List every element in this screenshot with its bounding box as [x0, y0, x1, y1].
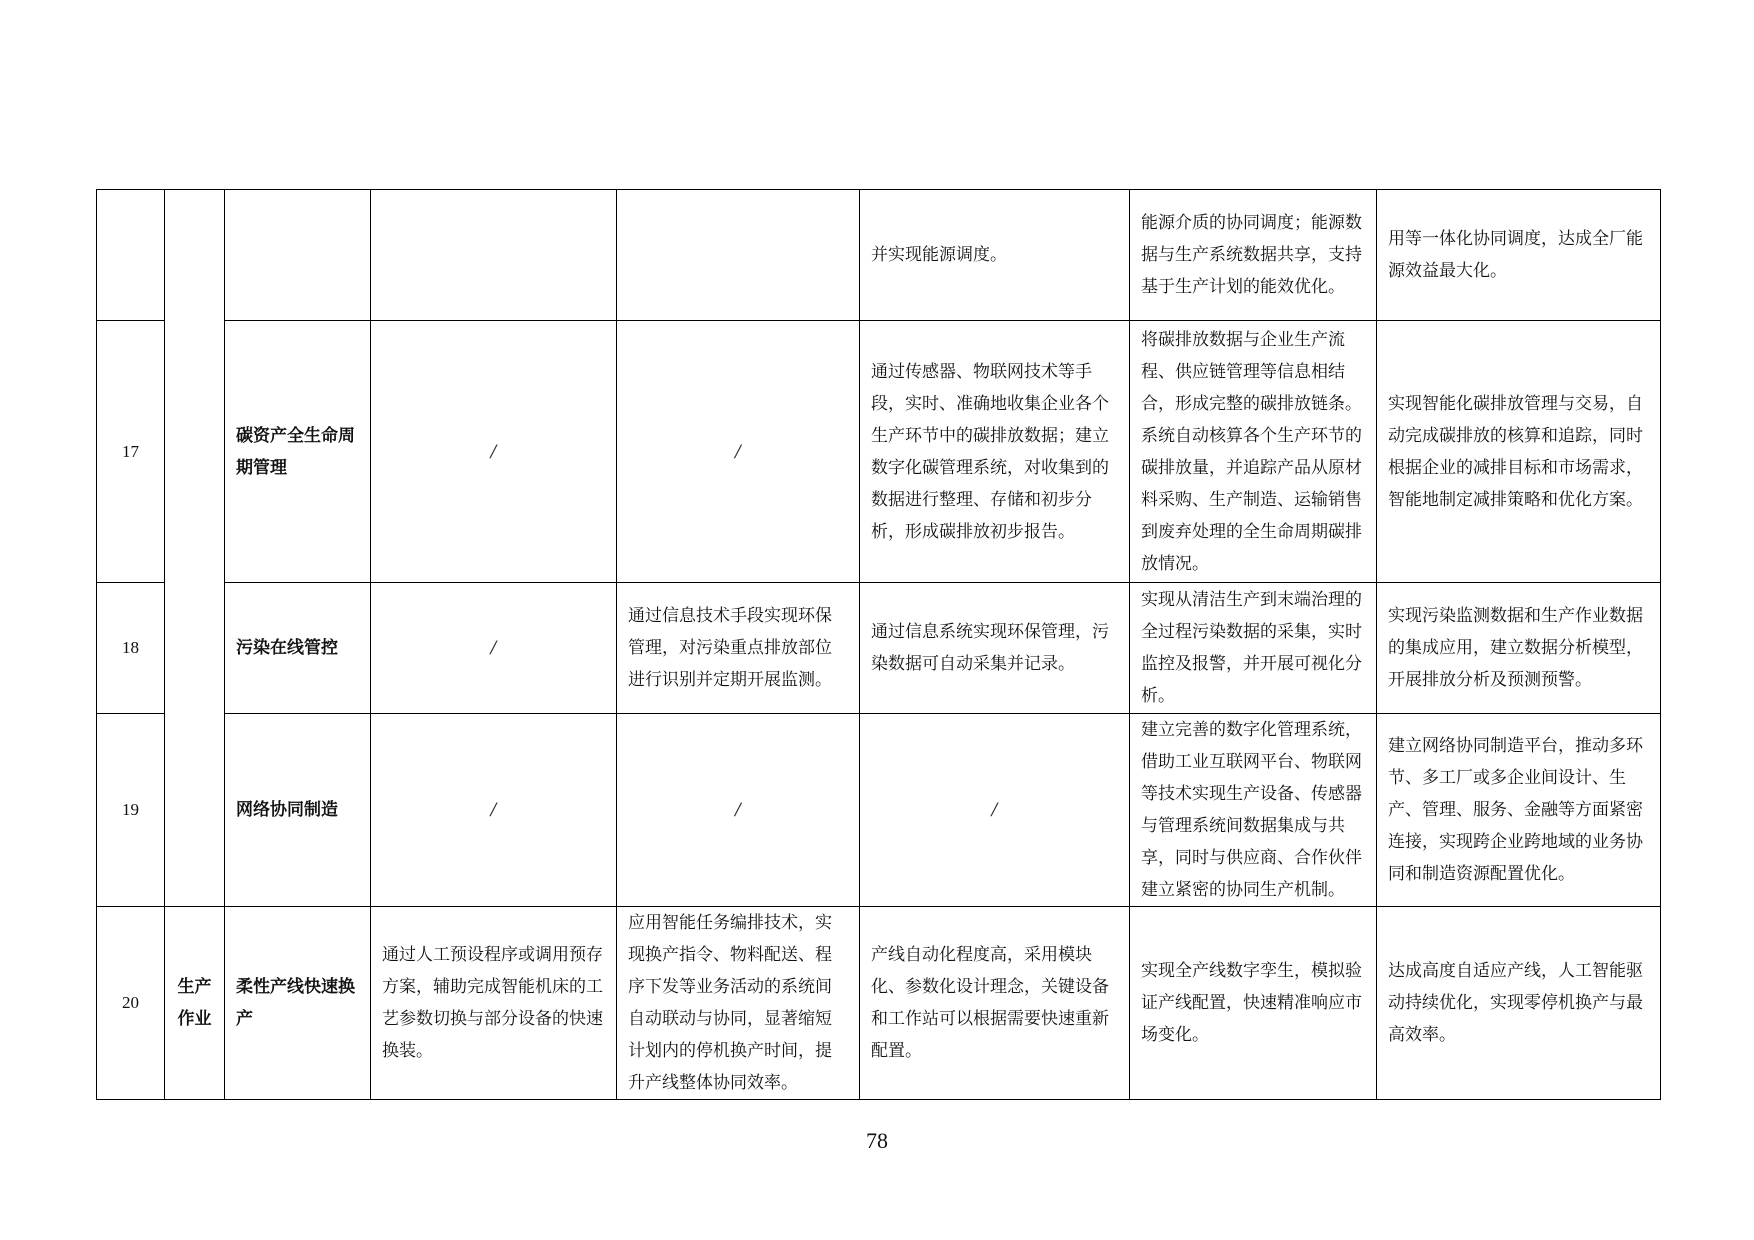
row-number: 18	[97, 583, 165, 714]
level-3-cell: 产线自动化程度高，采用模块化、参数化设计理念，关键设备和工作站可以根据需要快速重新配置。	[860, 907, 1130, 1100]
level-4-cell: 能源介质的协同调度；能源数据与生产系统数据共享，支持基于生产计划的能效优化。	[1130, 190, 1377, 321]
level-5-cell: 达成高度自适应产线，人工智能驱动持续优化，实现零停机换产与最高效率。	[1377, 907, 1661, 1100]
item-name: 柔性产线快速换产	[225, 907, 371, 1100]
level-5-cell: 用等一体化协同调度，达成全厂能源效益最大化。	[1377, 190, 1661, 321]
level-1-cell: 通过人工预设程序或调用预存方案，辅助完成智能机床的工艺参数切换与部分设备的快速换装。	[371, 907, 617, 1100]
level-1-cell: /	[371, 321, 617, 583]
level-1-cell	[371, 190, 617, 321]
item-name: 网络协同制造	[225, 714, 371, 907]
level-4-cell: 实现全产线数字孪生，模拟验证产线配置，快速精准响应市场变化。	[1130, 907, 1377, 1100]
item-name: 碳资产全生命周期管理	[225, 321, 371, 583]
level-5-cell: 实现智能化碳排放管理与交易，自动完成碳排放的核算和追踪，同时根据企业的减排目标和市场需求，智能地制定减排策略和优化方案。	[1377, 321, 1661, 583]
level-3-cell: 并实现能源调度。	[860, 190, 1130, 321]
table-row	[97, 321, 1661, 583]
row-number: 19	[97, 714, 165, 907]
item-name: 污染在线管控	[225, 583, 371, 714]
level-2-cell: 通过信息技术手段实现环保管理，对污染重点排放部位进行识别并定期开展监测。	[617, 583, 860, 714]
level-2-cell: 应用智能任务编排技术，实现换产指令、物料配送、程序下发等业务活动的系统间自动联动与协同，显著缩短计划内的停机换产时间，提升产线整体协同效率。	[617, 907, 860, 1100]
level-3-cell: 通过信息系统实现环保管理，污染数据可自动采集并记录。	[860, 583, 1130, 714]
level-5-cell: 实现污染监测数据和生产作业数据的集成应用，建立数据分析模型，开展排放分析及预测预警。	[1377, 583, 1661, 714]
table-row	[97, 907, 1661, 1100]
level-4-cell: 建立完善的数字化管理系统，借助工业互联网平台、物联网等技术实现生产设备、传感器与管理系统间数据集成与共享，同时与供应商、合作伙伴建立紧密的协同生产机制。	[1130, 714, 1377, 907]
row-number	[97, 190, 165, 321]
item-name	[225, 190, 371, 321]
table-row	[97, 583, 1661, 714]
capability-level-table	[96, 189, 1661, 1100]
level-3-cell: /	[860, 714, 1130, 907]
table-row	[97, 714, 1661, 907]
level-2-cell: /	[617, 321, 860, 583]
row-number: 20	[97, 907, 165, 1100]
level-5-cell: 建立网络协同制造平台，推动多环节、多工厂或多企业间设计、生产、管理、服务、金融等方面紧密连接，实现跨企业跨地域的业务协同和制造资源配置优化。	[1377, 714, 1661, 907]
row-number: 17	[97, 321, 165, 583]
level-4-cell: 实现从清洁生产到末端治理的全过程污染数据的采集，实时监控及报警，并开展可视化分析。	[1130, 583, 1377, 714]
level-1-cell: /	[371, 714, 617, 907]
level-1-cell: /	[371, 583, 617, 714]
level-2-cell: /	[617, 714, 860, 907]
page-number: 78	[866, 1128, 888, 1153]
level-4-cell: 将碳排放数据与企业生产流程、供应链管理等信息相结合，形成完整的碳排放链条。系统自动核算各个生产环节的碳排放量，并追踪产品从原材料采购、生产制造、运输销售到废弃处理的全生命周期碳排放情况。	[1130, 321, 1377, 583]
category-cell	[165, 190, 225, 907]
category-cell: 生产作业	[165, 907, 225, 1100]
table-row	[97, 190, 1661, 321]
level-2-cell	[617, 190, 860, 321]
level-3-cell: 通过传感器、物联网技术等手段，实时、准确地收集企业各个生产环节中的碳排放数据；建立数字化碳管理系统，对收集到的数据进行整理、存储和初步分析，形成碳排放初步报告。	[860, 321, 1130, 583]
